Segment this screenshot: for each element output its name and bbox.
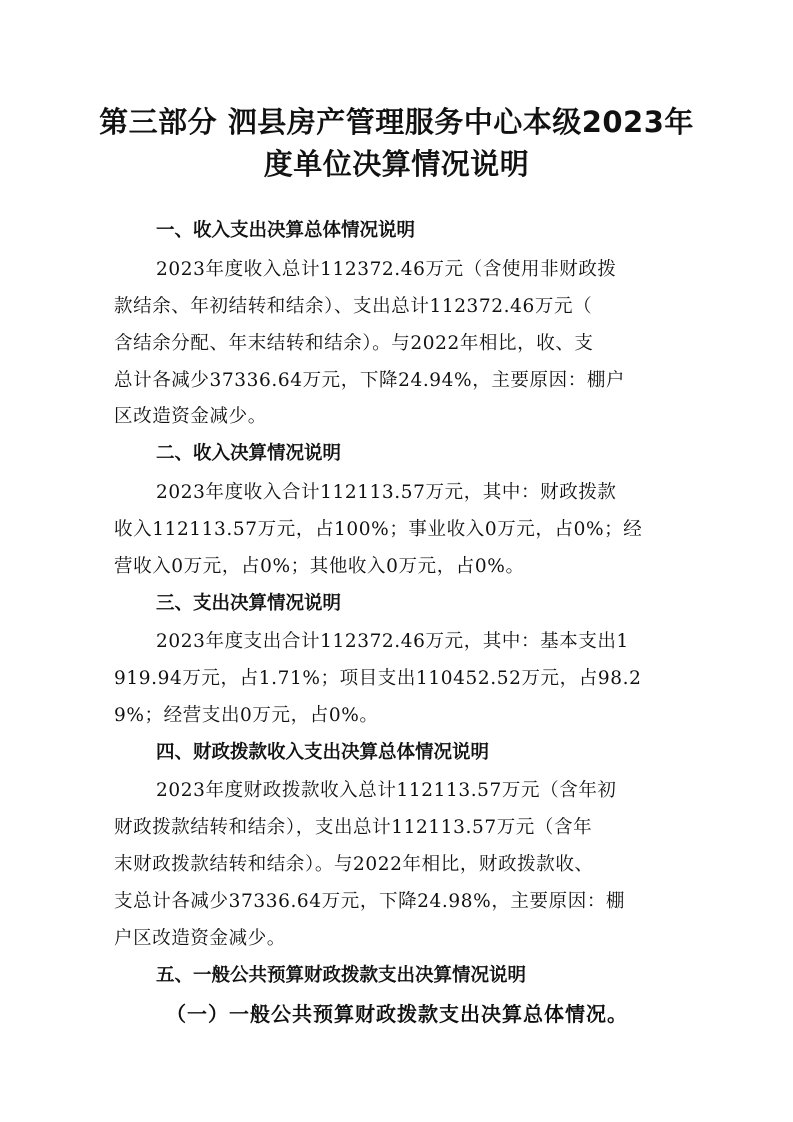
section-2-heading: 二、收入决算情况说明 — [156, 443, 342, 464]
section-1-heading: 一、收入支出决算总体情况说明 — [156, 220, 416, 241]
section-3-line-2: 919.94万元，占1.71%；项目支出110452.52万元，占98.2 — [114, 668, 642, 689]
section-4-line-2: 财政拨款结转和结余），支出总计112113.57万元（含年 — [114, 817, 593, 838]
subsection-heading: （一）一般公共预算财政拨款支出决算总体情况。 — [166, 1002, 628, 1026]
section-5-heading: 五、一般公共预算财政拨款支出决算情况说明 — [156, 965, 527, 986]
section-2-line-3: 营收入0万元，占0%；其他收入0万元，占0%。 — [114, 556, 525, 577]
section-4-line-5: 户区改造资金减少。 — [114, 928, 286, 949]
section-3-line-3: 9%；经营支出0万元，占0%。 — [114, 705, 379, 726]
section-1-line-3: 含结余分配、年末结转和结余）。与2022年相比，收、支 — [114, 333, 594, 354]
page-title-line-1: 第三部分 泗县房产管理服务中心本级2023年 — [99, 105, 694, 139]
section-2-line-1: 2023年度收入合计112113.57万元，其中：财政拨款 — [156, 482, 617, 503]
section-2-line-2: 收入112113.57万元，占100%；事业收入0万元，占0%；经 — [114, 519, 643, 540]
section-4-heading: 四、财政拨款收入支出决算总体情况说明 — [156, 742, 490, 763]
section-4-line-4: 支总计各减少37336.64万元，下降24.98%，主要原因：棚 — [114, 891, 626, 912]
section-1-line-1: 2023年度收入总计112372.46万元（含使用非财政拨 — [156, 259, 617, 280]
section-1-line-5: 区改造资金减少。 — [114, 406, 267, 427]
section-1-line-4: 总计各减少37336.64万元，下降24.94%，主要原因：棚户 — [114, 370, 626, 391]
section-3-line-1: 2023年度支出合计112372.46万元，其中：基本支出1 — [156, 631, 629, 652]
page-title-line-2: 度单位决算情况说明 — [263, 147, 530, 181]
section-1-line-2: 款结余、年初结转和结余）、支出总计112372.46万元（ — [114, 296, 593, 317]
section-4-line-1: 2023年度财政拨款收入总计112113.57万元（含年初 — [156, 780, 617, 801]
section-4-line-3: 末财政拨款结转和结余）。与2022年相比，财政拨款收、 — [114, 854, 594, 875]
section-3-heading: 三、支出决算情况说明 — [156, 593, 342, 614]
